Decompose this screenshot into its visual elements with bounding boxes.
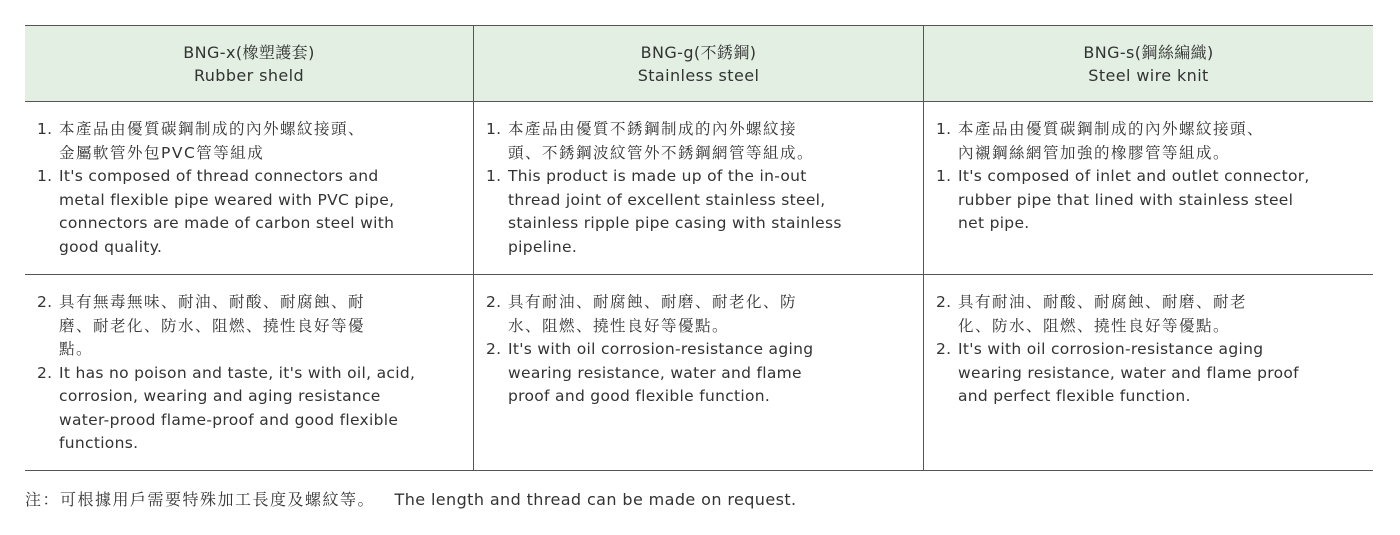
- model-name: Rubber sheld: [193, 65, 305, 85]
- item-text: 本產品由優質不銹鋼制成的內外螺紋接 頭、不銹鋼波紋管外不銹鋼網管等組成。: [508, 120, 815, 162]
- table-cell: [25, 275, 474, 470]
- table-row-features: [25, 275, 1373, 471]
- item-text: It's composed of inlet and outlet connector, rubber pipe that lined with stainless steel net pipe.: [958, 167, 1310, 232]
- table-cell: [924, 102, 1373, 274]
- item-text: It's composed of thread connectors and metal flexible pipe weared with PVC pipe, connectors are made of carbon steel with good quality.: [59, 167, 395, 256]
- model-code: BNG-s(鋼絲編織): [1083, 42, 1214, 62]
- item-number: 1.: [37, 167, 53, 185]
- model-code: BNG-x(橡塑護套): [183, 42, 315, 62]
- chinese-description: [486, 291, 923, 338]
- item-number: 1.: [486, 120, 502, 138]
- chinese-description: [37, 291, 473, 362]
- english-description: [37, 165, 473, 259]
- item-text: This product is made up of the in-out thread joint of excellent stainless steel, stainless ripple pipe casing with stainless pipeline.: [508, 167, 842, 256]
- item-text: It's with oil corrosion-resistance aging wearing resistance, water and flame proof and good flexible function.: [508, 340, 814, 405]
- header-cell-rubber: [25, 26, 474, 101]
- table-row-composition: [25, 102, 1373, 275]
- item-number: 1.: [486, 167, 502, 185]
- table-header-row: [25, 26, 1373, 102]
- chinese-description: [936, 291, 1373, 338]
- model-code: BNG-g(不銹鋼): [640, 42, 757, 62]
- item-number: 2.: [936, 340, 952, 358]
- english-description: [486, 338, 923, 409]
- chinese-description: [936, 118, 1373, 165]
- item-number: 1.: [37, 120, 53, 138]
- table-cell: [924, 275, 1373, 470]
- item-text: 具有耐油、耐酸、耐腐蝕、耐磨、耐老 化、防水、阻燃、撓性良好等優點。: [958, 293, 1248, 335]
- item-text: It has no poison and taste, it's with oil, acid, corrosion, wearing and aging resistance water-prood flame-proof and good flexible functions.: [59, 363, 416, 452]
- chinese-description: [486, 118, 923, 165]
- item-text: It's with oil corrosion-resistance aging wearing resistance, water and flame proof and perfect flexible function.: [958, 340, 1299, 405]
- item-number: 2.: [486, 293, 502, 311]
- chinese-description: [37, 118, 473, 165]
- item-text: 本產品由優質碳鋼制成的內外螺紋接頭、 金屬軟管外包PVC管等組成: [59, 120, 366, 162]
- item-number: 1.: [936, 120, 952, 138]
- item-number: 2.: [936, 293, 952, 311]
- item-number: 2.: [37, 363, 53, 382]
- footnote-english: The length and thread can be made on request.: [394, 490, 797, 509]
- item-number: 1.: [936, 167, 952, 185]
- product-comparison-table: [25, 25, 1373, 471]
- table-cell: [474, 102, 924, 274]
- english-description: [936, 338, 1373, 409]
- header-cell-wire-knit: [924, 26, 1373, 101]
- item-text: 具有無毒無味、耐油、耐酸、耐腐蝕、耐 磨、耐老化、防水、阻燃、撓性良好等優 點。: [59, 293, 366, 358]
- item-number: 2.: [37, 293, 53, 311]
- table-cell: [25, 102, 474, 274]
- item-text: 具有耐油、耐腐蝕、耐磨、耐老化、防 水、阻燃、撓性良好等優點。: [508, 293, 798, 335]
- footnote-chinese: 注：可根據用戶需要特殊加工長度及螺紋等。: [25, 490, 376, 509]
- item-text: 本產品由優質碳鋼制成的內外螺紋接頭、 內襯鋼絲網管加強的橡膠管等組成。: [958, 120, 1265, 162]
- model-name: Stainless steel: [637, 65, 760, 85]
- item-number: 2.: [486, 340, 502, 358]
- model-name: Steel wire knit: [1088, 65, 1209, 85]
- english-description: [936, 165, 1373, 236]
- header-cell-stainless: [474, 26, 924, 101]
- english-description: [37, 362, 473, 456]
- english-description: [486, 165, 923, 259]
- footnote: [25, 487, 796, 510]
- table-cell: [474, 275, 924, 470]
